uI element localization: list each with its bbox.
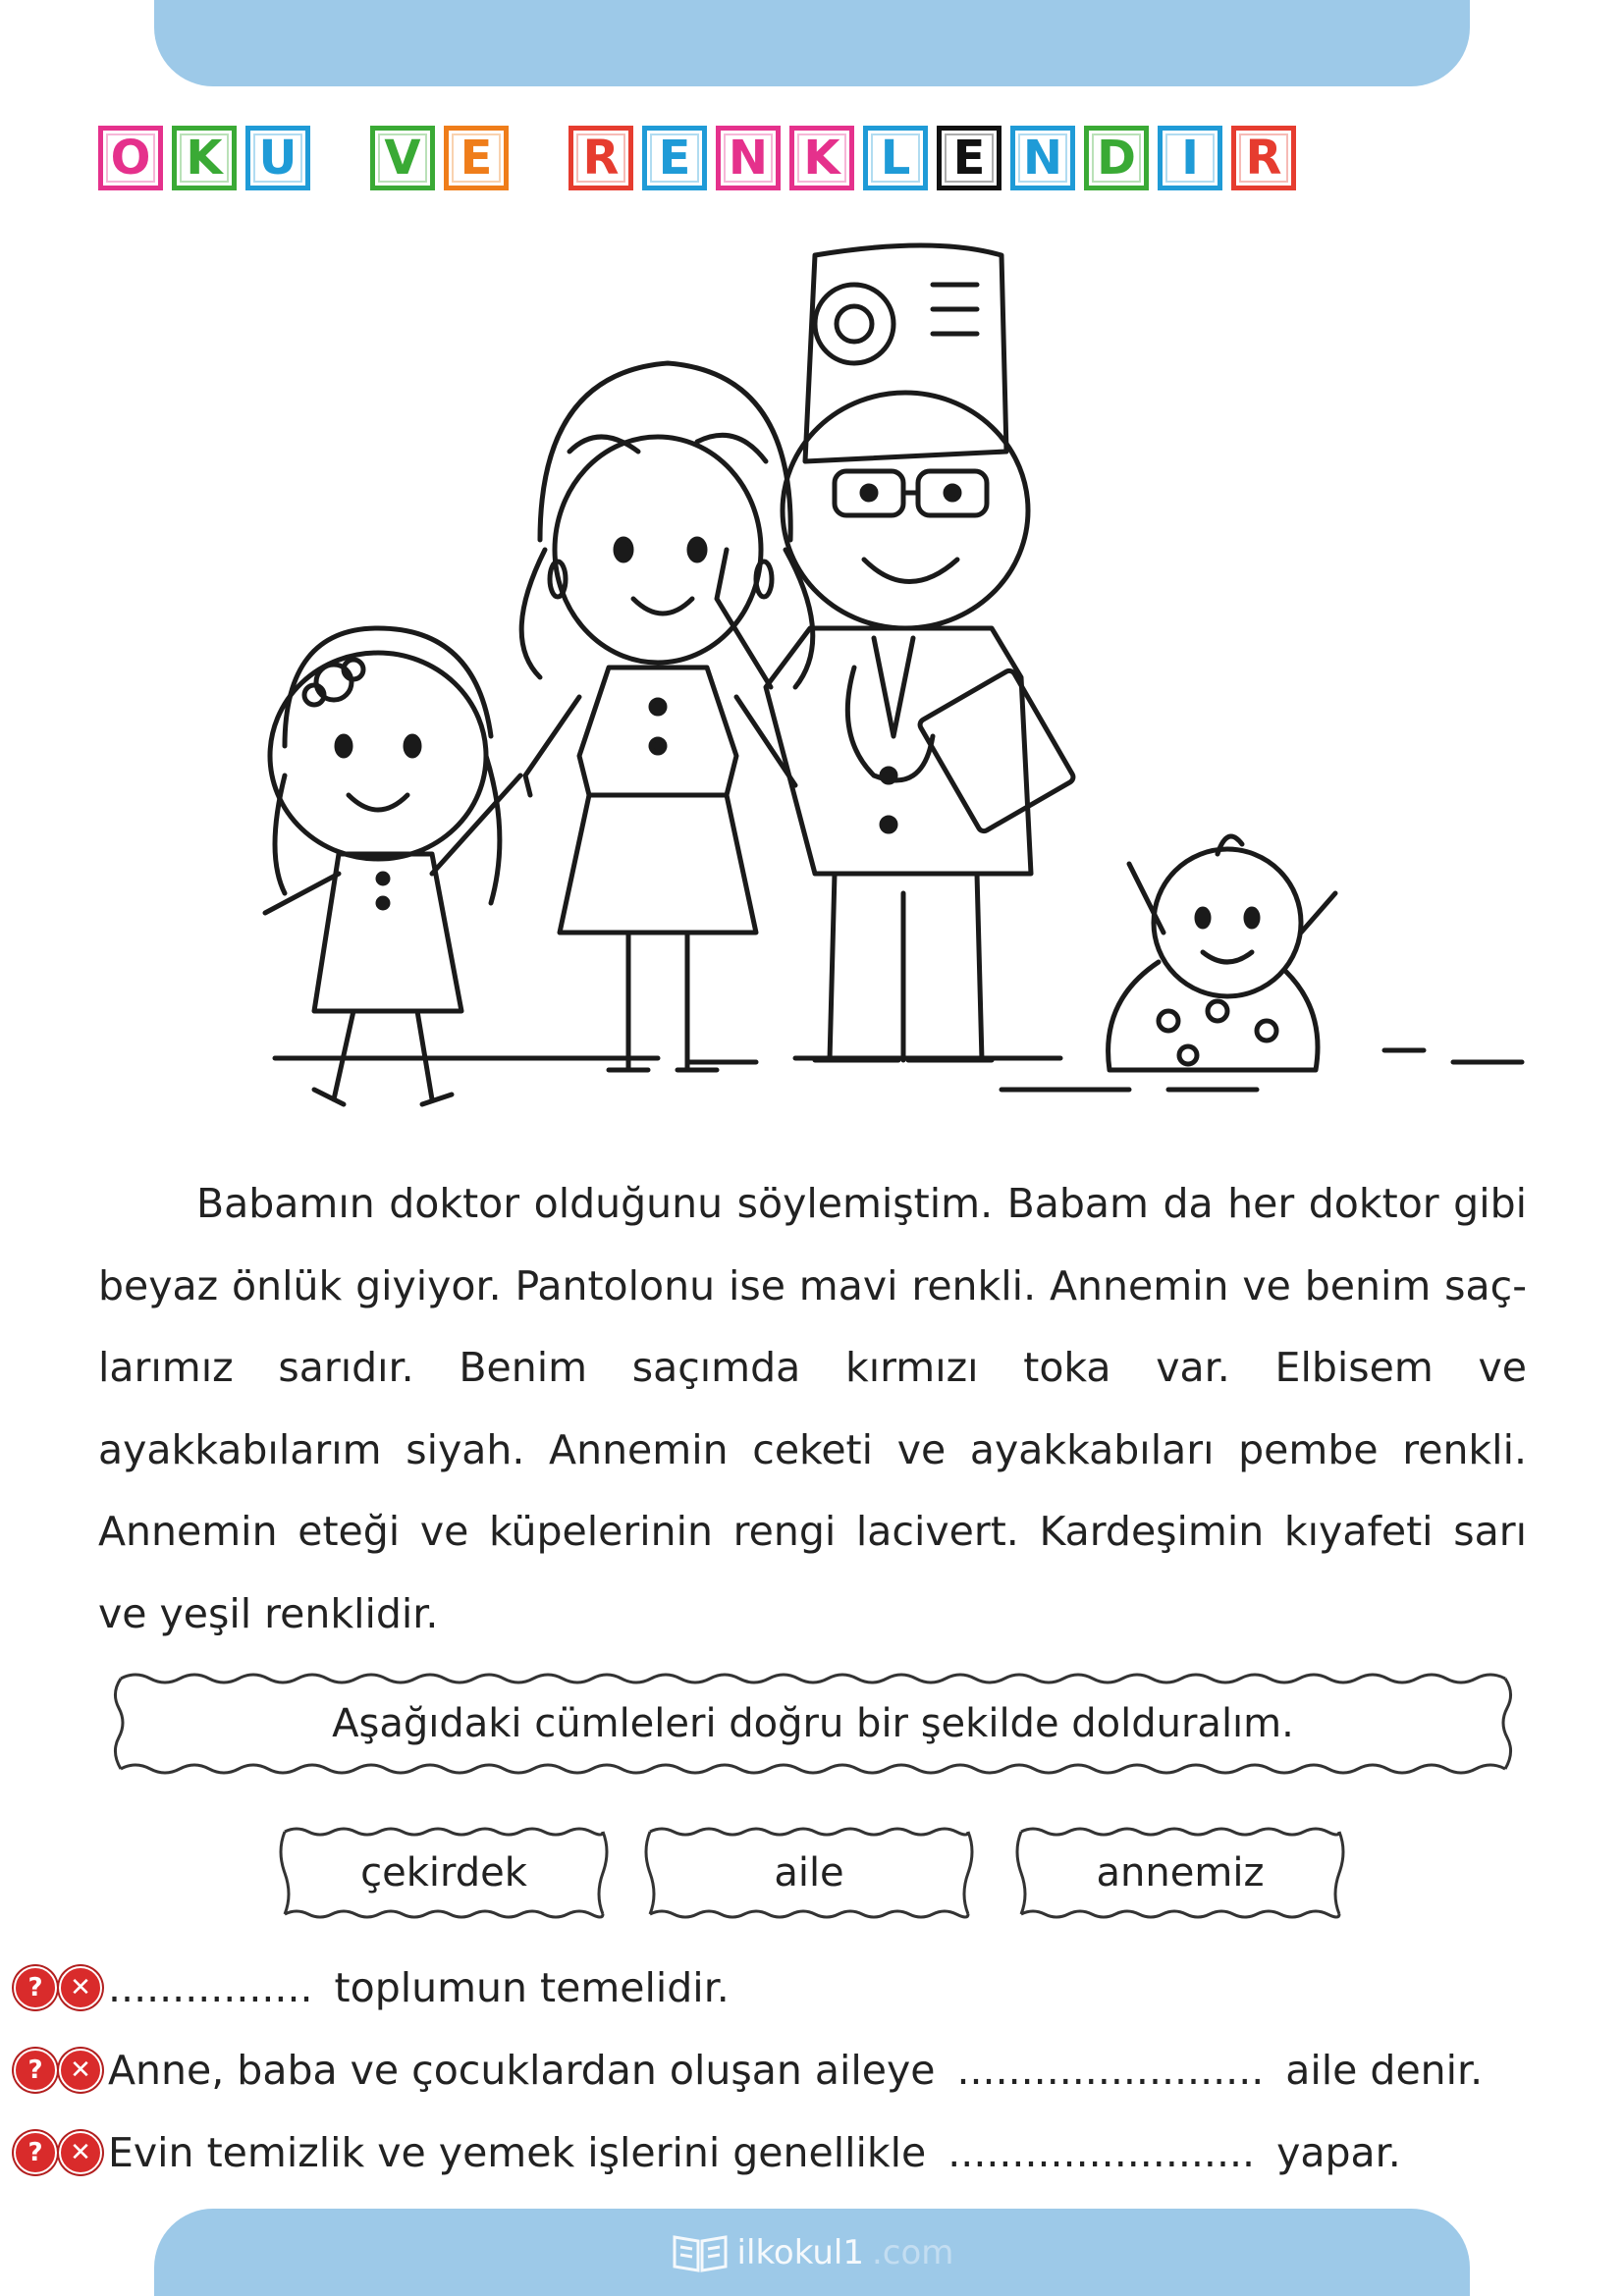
word-bank-label: çekirdek [360, 1850, 527, 1896]
question-blank[interactable]: ........................ [947, 2129, 1256, 2176]
top-decorative-bar [154, 0, 1470, 86]
story-text: Babamın doktor olduğunu söylemiştim. Babam da her doktor gibi beyaz önlük giyiyor. Pantolonu ise mavi renkli. Annemin ve benim saç-larımız sarıdır. Benim saçımda kırmızı toka var. Elbisem ve ayakkabılarım siyah. Annemin ceketi ve ayakkabıları pembe renkli. Annemin eteği ve küpelerinin rengi lacivert. Kardeşimin kıyafeti sarı ve yeşil renklidir. [98, 1180, 1527, 1637]
title-letter-tile: E [642, 126, 707, 190]
title-letter-tile: O [98, 126, 163, 190]
title-letter-tile: V [370, 126, 435, 190]
title-letter-tile: R [568, 126, 633, 190]
title-letter-tile: L [863, 126, 928, 190]
title-letter-tile: N [716, 126, 781, 190]
instruction-banner [101, 1669, 1525, 1779]
title-letter-tile: R [1231, 126, 1296, 190]
question-blank[interactable]: ........................ [956, 2047, 1265, 2094]
footer-bar [154, 2209, 1470, 2296]
close-icon: ✕ [59, 2131, 102, 2174]
title-letter-tile: U [245, 126, 310, 190]
baby-icon [1109, 836, 1335, 1070]
word-bank-item [638, 1824, 980, 1922]
word-bank-item [273, 1824, 615, 1922]
question-blank[interactable]: ................ [108, 1964, 313, 2011]
instruction-text: Aşağıdaki cümleleri doğru bir şekilde dolduralım. [332, 1701, 1294, 1746]
family-illustration [245, 226, 1542, 1109]
title-letter-tile: N [1010, 126, 1075, 190]
story-paragraph [98, 1163, 1527, 1655]
footer-brand[interactable] [671, 2231, 954, 2274]
question-row-3 [14, 2118, 1545, 2187]
question-after: aile denir. [1285, 2047, 1484, 2094]
word-bank-label: aile [774, 1850, 844, 1896]
question-before: Anne, baba ve çocuklardan oluşan aileye [108, 2047, 936, 2094]
close-icon: ✕ [59, 2049, 102, 2092]
title-letter-tile: E [444, 126, 509, 190]
question-after: yapar. [1276, 2129, 1401, 2176]
title-letter-tile: D [1084, 126, 1149, 190]
word-bank-label: annemiz [1096, 1850, 1265, 1896]
footer-brand-tld: .com [872, 2232, 954, 2272]
book-icon [671, 2231, 730, 2274]
title-letter-tile: K [172, 126, 237, 190]
footer-brand-name: ilkokul1 [736, 2232, 864, 2272]
title-letter-tile: E [937, 126, 1001, 190]
question-row-2 [14, 2036, 1545, 2105]
girl-icon [265, 628, 520, 1104]
question-icon: ? [14, 2131, 57, 2174]
father-doctor-icon [717, 245, 1075, 1060]
mother-icon [521, 363, 813, 1070]
title-letter-tile: I [1158, 126, 1222, 190]
page-title [98, 126, 1532, 199]
question-row-1 [14, 1953, 1545, 2022]
question-icon: ? [14, 2049, 57, 2092]
close-icon: ✕ [59, 1966, 102, 2009]
question-icon: ? [14, 1966, 57, 2009]
word-bank-item [1009, 1824, 1351, 1922]
ground-lines [275, 1050, 1522, 1090]
title-letter-tile: K [789, 126, 854, 190]
question-before: Evin temizlik ve yemek işlerini genellikle [108, 2129, 927, 2176]
question-after: toplumun temelidir. [334, 1964, 730, 2011]
